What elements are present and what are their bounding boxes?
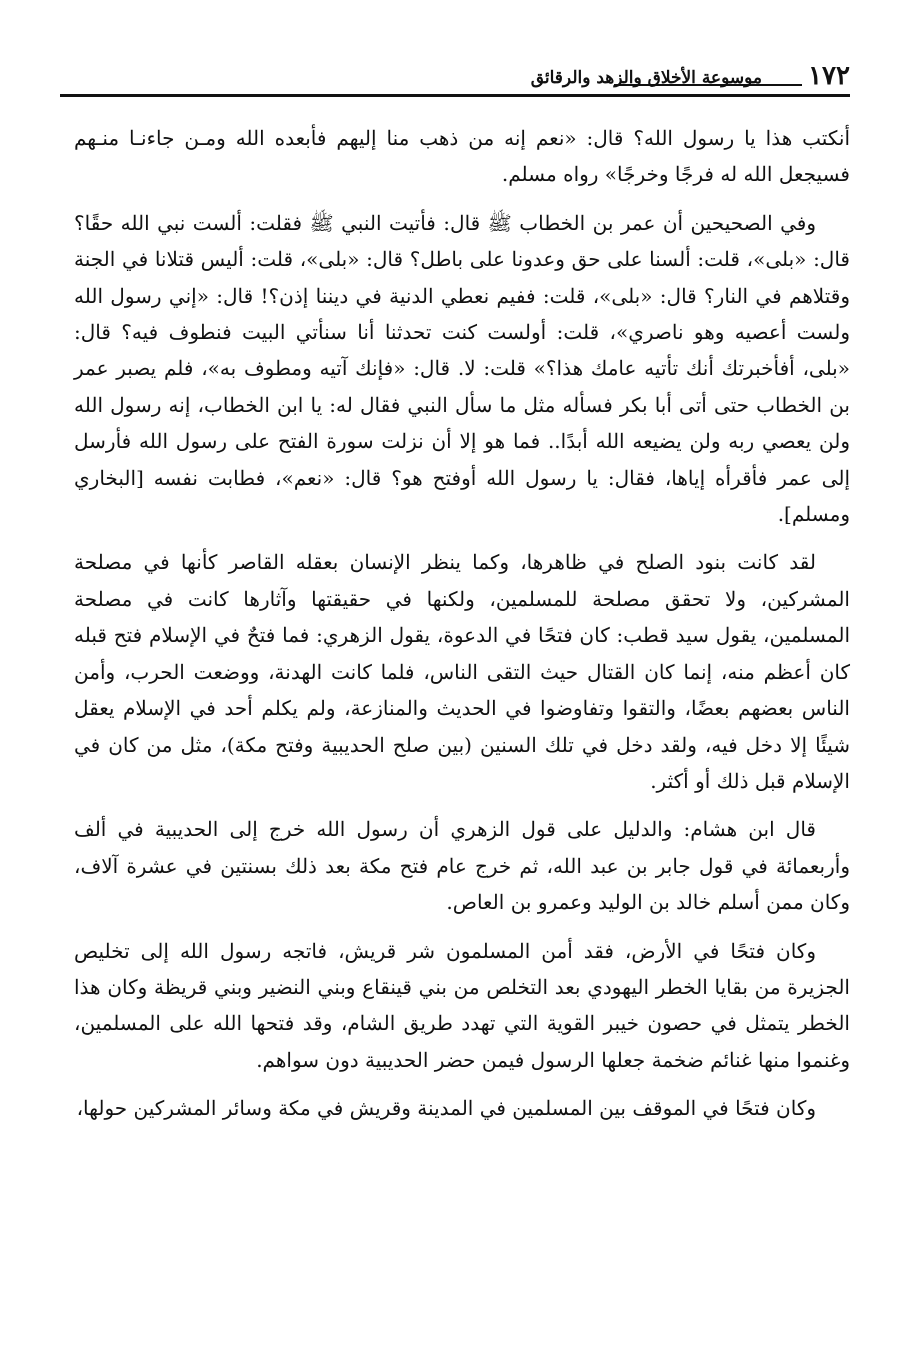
page-number: ١٧٢ [808,61,850,91]
paragraph-5: وكان فتحًا في الأرض، فقد أمن المسلمون شر قريش، فاتجه رسول الله إلى تخليص الجزيرة من بقايا الخطر اليهودي بعد التخلص من بني قينقاع وبني النضير وبني قريظة وكان هذا الخطر يتمثل في حصون خيبر القوية التي تهدد طريق الشام، وقد فتحها الله على المسلمين، وغنموا منها غنائم ضخمة جعلها الرسول فيمن حضر الحديبية دون سواهم. [74,938,850,1072]
paragraph-6: وكان فتحًا في الموقف بين المسلمين في المدينة وقريش في مكة وسائر المشركين حولها، [76,1096,816,1121]
paragraph-1: أنكتب هذا يا رسول الله؟ قال: «نعم إنه من ذهب منا إليهم فأبعده الله ومـن جاءنـا منـهم فسيجعل الله له فرجًا وخرجًا» رواه مسلم. [74,126,850,187]
header-rule [60,94,850,97]
paragraph-4: قال ابن هشام: والدليل على قول الزهري أن رسول الله خرج إلى الحديبية في ألف وأربعمائة في قول جابر بن عبد الله، ثم خرج عام فتح مكة بعد ذلك بسنتين في عشرة آلاف، وكان ممن أسلم خالد بن الوليد وعمرو بن العاص. [74,817,850,915]
paragraph-2: وفي الصحيحين أن عمر بن الخطاب ﷺ قال: فأتيت النبي ﷺ فقلت: ألست نبي الله حقًا؟ قال: «بلى»، قلت: ألسنا على حق وعدونا على باطل؟ قال: «بلى»، قلت: أليس قتلانا في الجنة وقتلاهم في النار؟ قال: «بلى»، قلت: ففيم نعطي الدنية في ديننا إذن؟! قال: «إني رسول الله ولست أعصيه وهو ناصري»، قلت: أولست كنت تحدثنا أنا سنأتي البيت فنطوف فيه؟ قال: «بلى، أفأخبرتك أنك تأتيه عامك هذا؟» قلت: لا. قال: «فإنك آتيه ومطوف به»، فلم يصبر عمر بن الخطاب حتى أتى أبا بكر فسأله مثل ما سأل النبي فقال له: يا ابن الخطاب، إنه رسول الله ولن يعصي ربه ولن يضيعه الله أبدًا.. فما هو إلا أن نزلت سورة الفتح على رسول الله فأرسل إلى عمر فأقرأه إياها، فقال: يا رسول الله أوفتح هو؟ قال: «نعم»، فطابت نفسه [البخاري ومسلم]. [74,210,851,527]
book-title: موسوعة الأخلاق والزهد والرقائق [530,68,762,88]
page-body [74,120,850,1139]
page-header [60,60,850,100]
paragraph-3: لقد كانت بنود الصلح في ظاهرها، وكما ينظر الإنسان بعقله القاصر كأنها في مصلحة المشركين، ولا تحقق مصلحة للمسلمين، ولكنها في حقيقتها وآثارها كانت في مصلحة المسلمين، يقول سيد قطب: كان فتحًا في الدعوة، يقول الزهري: فما فتحٌ في الإسلام فتح قبله كان أعظم منه، إنما كان القتال حيث التقى الناس، فلما كانت الهدنة، ووضعت الحرب، وأمن الناس بعضهم بعضًا، والتقوا وتفاوضوا في الحديث والمنازعة، ولم يكلم أحد في الإسلام يعقل شيئًا إلا دخل فيه، ولقد دخل في تلك السنين (بين صلح الحديبية وفتح مكة)، مثل من كان في الإسلام قبل ذلك أو أكثر. [74,550,850,793]
